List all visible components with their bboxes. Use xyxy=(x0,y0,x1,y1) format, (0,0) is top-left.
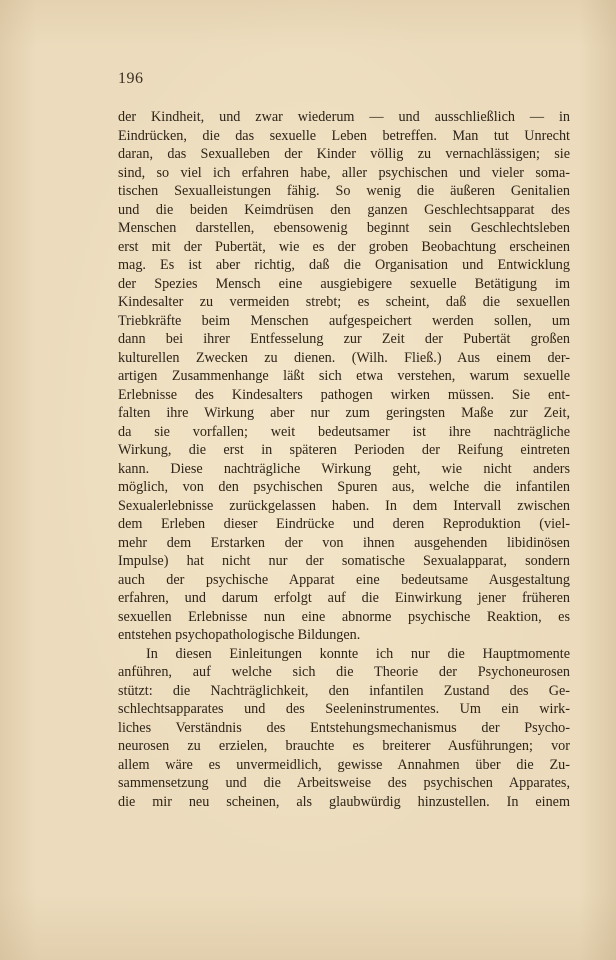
body-text xyxy=(118,108,570,811)
text-line: dem Erleben dieser Eindrücke und deren Reproduktion (viel- xyxy=(118,516,570,532)
text-line: In diesen Einleitungen konnte ich nur die Hauptmomente xyxy=(146,645,570,662)
paragraph-2 xyxy=(118,645,570,812)
text-line: mag. Es ist aber richtig, daß die Organisation und Entwicklung xyxy=(118,257,570,273)
text-line: und die beiden Keimdrüsen den ganzen Geschlechtsapparat des xyxy=(118,201,570,218)
text-line: sexuellen Erlebnisse nun eine abnorme psychische Reaktion, es xyxy=(118,608,570,625)
text-line: allem wäre es unvermeidlich, gewisse Annahmen über die Zu- xyxy=(118,756,570,773)
text-line: daran, das Sexualleben der Kinder völlig zu vernachlässigen; sie xyxy=(118,146,570,162)
text-line: tischen Sexualleistungen fähig. So wenig die äußeren Genitalien xyxy=(118,183,570,199)
text-line: erst mit der Pubertät, wie es der groben Beobachtung erscheinen xyxy=(118,238,570,255)
text-line: auch der psychische Apparat eine bedeutsame Ausgestaltung xyxy=(118,571,570,588)
text-line: anführen, auf welche sich die Theorie der Psychoneurosen xyxy=(118,664,570,680)
text-line: der Kindheit, und zwar wiederum — und ausschließlich — in xyxy=(118,109,570,125)
text-line: Sexualerlebnisse zurückgelassen haben. In dem Intervall zwischen xyxy=(118,497,570,514)
text-line: entstehen psychopathologische Bildungen. xyxy=(118,627,361,643)
text-line: liches Verständnis des Entstehungsmechanismus der Psycho- xyxy=(118,719,570,736)
text-line: stützt: die Nachträglichkeit, den infantilen Zustand des Ge- xyxy=(118,682,570,699)
text-line: Erlebnisse des Kindesalters pathogen wirken müssen. Sie ent- xyxy=(118,386,570,403)
text-line: dann bei ihrer Entfesselung zur Zeit der Pubertät großen xyxy=(118,331,570,347)
text-line: schlechtsapparates und des Seeleninstrumentes. Um ein wirk- xyxy=(118,701,570,717)
text-line: kann. Diese nachträgliche Wirkung geht, wie nicht anders xyxy=(118,460,570,477)
text-line: sammensetzung und die Arbeitsweise des psychischen Apparates, xyxy=(118,775,570,791)
text-line: Impulse) hat nicht nur der somatische Sexualapparat, sondern xyxy=(118,553,570,569)
text-line: möglich, von den psychischen Spuren aus, welche die infantilen xyxy=(118,479,570,495)
text-line: falten ihre Wirkung aber nur zum geringsten Maße zur Zeit, xyxy=(118,405,570,421)
text-line: sind, so viel ich erfahren habe, aller psychischen und vieler soma- xyxy=(118,164,570,181)
page-number: 196 xyxy=(118,70,144,87)
text-line: Wirkung, die erst in späteren Perioden der Reifung eintreten xyxy=(118,442,570,458)
text-line: kulturellen Zwecken zu dienen. (Wilh. Fließ.) Aus einem der- xyxy=(118,349,570,366)
text-line: artigen Zusammenhange läßt sich etwa verstehen, warum sexuelle xyxy=(118,368,570,384)
text-line: Eindrücken, die das sexuelle Leben betreffen. Man tut Unrecht xyxy=(118,127,570,144)
text-line: Triebkräfte beim Menschen aufgespeichert werden sollen, um xyxy=(118,312,570,329)
paragraph-1 xyxy=(118,108,570,645)
text-line: mehr dem Erstarken der von ihnen ausgehenden libidinösen xyxy=(118,534,570,551)
text-line: die mir neu scheinen, als glaubwürdig hinzustellen. In einem xyxy=(118,793,570,810)
text-line: Kindesalter zu vermeiden strebt; es scheint, daß die sexuellen xyxy=(118,294,570,310)
text-line: neurosen zu erzielen, brauchte es breiterer Ausführungen; vor xyxy=(118,738,570,754)
text-line: da sie vorfallen; weit bedeutsamer ist ihre nachträgliche xyxy=(118,423,570,440)
text-line: erfahren, und darum erfolgt auf die Einwirkung jener früheren xyxy=(118,590,570,606)
text-line: der Spezies Mensch eine ausgiebigere sexuelle Betätigung im xyxy=(118,275,570,292)
text-line: Menschen darstellen, ebensowenig beginnt sein Geschlechtsleben xyxy=(118,220,570,236)
